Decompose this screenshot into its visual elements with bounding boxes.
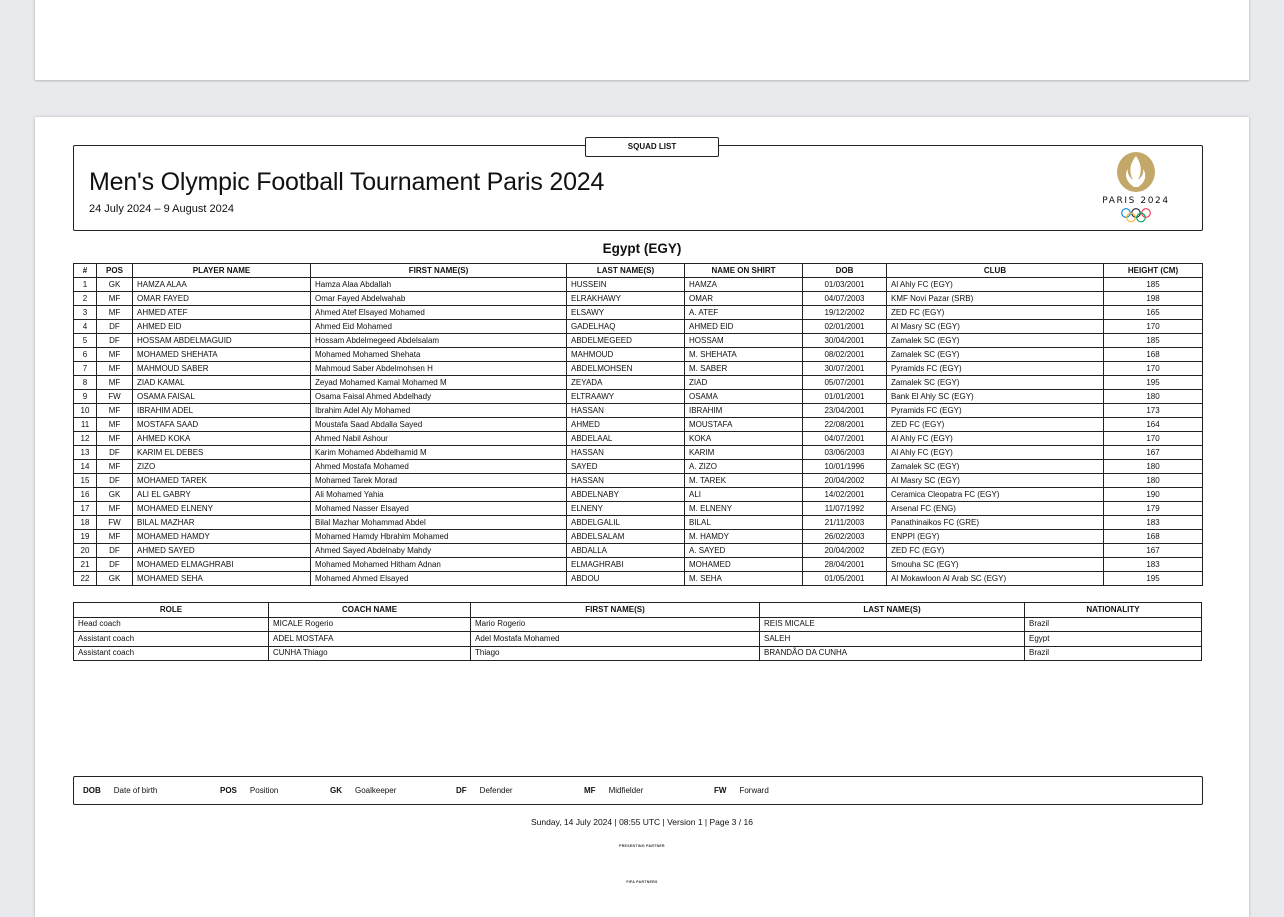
players-cell: AHMED SAYED bbox=[133, 544, 311, 558]
players-cell: 173 bbox=[1104, 404, 1203, 418]
players-cell: 7 bbox=[74, 362, 97, 376]
players-cell: MOHAMED HAMDY bbox=[133, 530, 311, 544]
team-title: Egypt (EGY) bbox=[602, 241, 682, 256]
players-cell: IBRAHIM ADEL bbox=[133, 404, 311, 418]
players-cell: ALI bbox=[685, 488, 803, 502]
players-cell: ABDELSALAM bbox=[567, 530, 685, 544]
players-row bbox=[74, 544, 1203, 558]
players-header-cell: NAME ON SHIRT bbox=[685, 264, 803, 278]
legend-pos: POS Position bbox=[220, 786, 279, 795]
players-cell: 13 bbox=[74, 446, 97, 460]
players-row bbox=[74, 418, 1203, 432]
players-cell: Ali Mohamed Yahia bbox=[311, 488, 567, 502]
players-cell: Mohamed Tarek Morad bbox=[311, 474, 567, 488]
players-cell: 21/11/2003 bbox=[803, 516, 887, 530]
players-row bbox=[74, 278, 1203, 292]
legend-dob: DOB Date of birth bbox=[83, 786, 158, 795]
players-cell: 05/07/2001 bbox=[803, 376, 887, 390]
players-cell: ELNENY bbox=[567, 502, 685, 516]
players-cell: Ahmed Sayed Abdelnaby Mahdy bbox=[311, 544, 567, 558]
players-cell: ALI EL GABRY bbox=[133, 488, 311, 502]
players-row bbox=[74, 348, 1203, 362]
players-cell: Pyramids FC (EGY) bbox=[887, 404, 1104, 418]
players-cell: Hossam Abdelmegeed Abdelsalam bbox=[311, 334, 567, 348]
players-cell: BILAL bbox=[685, 516, 803, 530]
players-cell: HASSAN bbox=[567, 446, 685, 460]
players-cell: MF bbox=[97, 362, 133, 376]
players-cell: MOHAMED SHEHATA bbox=[133, 348, 311, 362]
coaches-header-cell: NATIONALITY bbox=[1025, 603, 1202, 618]
players-cell: ABDELNABY bbox=[567, 488, 685, 502]
coaches-cell: CUNHA Thiago bbox=[269, 646, 471, 661]
presenting-partner-label: PRESENTING PARTNER bbox=[619, 844, 665, 848]
players-cell: 190 bbox=[1104, 488, 1203, 502]
tournament-title: Men's Olympic Football Tournament Paris 2024 bbox=[89, 168, 605, 196]
players-cell: A. ZIZO bbox=[685, 460, 803, 474]
players-cell: MF bbox=[97, 306, 133, 320]
players-cell: Osama Faisal Ahmed Abdelhady bbox=[311, 390, 567, 404]
players-cell: MOHAMED ELNENY bbox=[133, 502, 311, 516]
players-cell: Ahmed Mostafa Mohamed bbox=[311, 460, 567, 474]
players-row bbox=[74, 362, 1203, 376]
players-cell: Ahmed Eid Mohamed bbox=[311, 320, 567, 334]
coaches-header-cell: FIRST NAME(S) bbox=[471, 603, 760, 618]
players-cell: Omar Fayed Abdelwahab bbox=[311, 292, 567, 306]
players-cell: MF bbox=[97, 292, 133, 306]
players-cell: 168 bbox=[1104, 530, 1203, 544]
players-cell: MOHAMED SEHA bbox=[133, 572, 311, 586]
coaches-header-row bbox=[74, 603, 1202, 618]
players-cell: DF bbox=[97, 320, 133, 334]
players-cell: ZEYADA bbox=[567, 376, 685, 390]
players-cell: 183 bbox=[1104, 516, 1203, 530]
players-cell: MOHAMED bbox=[685, 558, 803, 572]
players-row bbox=[74, 488, 1203, 502]
players-cell: Ahmed Nabil Ashour bbox=[311, 432, 567, 446]
players-cell: KMF Novi Pazar (SRB) bbox=[887, 292, 1104, 306]
players-cell: 180 bbox=[1104, 460, 1203, 474]
players-cell: MF bbox=[97, 418, 133, 432]
coaches-cell: Brazil bbox=[1025, 617, 1202, 632]
players-cell: AHMED EID bbox=[685, 320, 803, 334]
players-cell: 195 bbox=[1104, 572, 1203, 586]
players-cell: Mohamed Hamdy Hbrahim Mohamed bbox=[311, 530, 567, 544]
players-cell: ABDELMOHSEN bbox=[567, 362, 685, 376]
players-cell: GK bbox=[97, 572, 133, 586]
players-cell: Zamalek SC (EGY) bbox=[887, 460, 1104, 474]
players-cell: KOKA bbox=[685, 432, 803, 446]
players-cell: MOHAMED ELMAGHRABI bbox=[133, 558, 311, 572]
players-cell: 6 bbox=[74, 348, 97, 362]
players-cell: 22/08/2001 bbox=[803, 418, 887, 432]
players-cell: A. SAYED bbox=[685, 544, 803, 558]
players-cell: 23/04/2001 bbox=[803, 404, 887, 418]
players-cell: 14 bbox=[74, 460, 97, 474]
players-cell: 3 bbox=[74, 306, 97, 320]
players-header-cell: # bbox=[74, 264, 97, 278]
players-header-cell: PLAYER NAME bbox=[133, 264, 311, 278]
players-cell: 19/12/2002 bbox=[803, 306, 887, 320]
players-cell: MOHAMED TAREK bbox=[133, 474, 311, 488]
players-cell: ELTRAAWY bbox=[567, 390, 685, 404]
players-cell: 12 bbox=[74, 432, 97, 446]
players-cell: M. SABER bbox=[685, 362, 803, 376]
players-cell: ELMAGHRABI bbox=[567, 558, 685, 572]
players-cell: MF bbox=[97, 530, 133, 544]
players-row bbox=[74, 516, 1203, 530]
squad-list-tag: SQUAD LIST bbox=[585, 137, 719, 157]
players-cell: 180 bbox=[1104, 474, 1203, 488]
players-cell: Panathinaikos FC (GRE) bbox=[887, 516, 1104, 530]
svg-text:PARIS 2024: PARIS 2024 bbox=[1102, 196, 1170, 206]
players-cell: Smouha SC (EGY) bbox=[887, 558, 1104, 572]
players-cell: DF bbox=[97, 474, 133, 488]
players-cell: FW bbox=[97, 390, 133, 404]
players-cell: Mohamed Mohamed Hitham Adnan bbox=[311, 558, 567, 572]
previous-page bbox=[35, 0, 1249, 80]
players-row bbox=[74, 320, 1203, 334]
coaches-cell: Assistant coach bbox=[74, 646, 269, 661]
coaches-table bbox=[73, 602, 1202, 661]
players-cell: ABDALLA bbox=[567, 544, 685, 558]
players-cell: Al Mokawloon Al Arab SC (EGY) bbox=[887, 572, 1104, 586]
players-cell: 185 bbox=[1104, 334, 1203, 348]
coaches-cell: Adel Mostafa Mohamed bbox=[471, 632, 760, 647]
players-cell: 20 bbox=[74, 544, 97, 558]
players-cell: Bilal Mazhar Mohammad Abdel bbox=[311, 516, 567, 530]
tournament-dates: 24 July 2024 – 9 August 2024 bbox=[89, 203, 234, 215]
players-cell: ABDELAAL bbox=[567, 432, 685, 446]
players-cell: 01/03/2001 bbox=[803, 278, 887, 292]
players-cell: ZIZO bbox=[133, 460, 311, 474]
players-cell: 01/01/2001 bbox=[803, 390, 887, 404]
players-cell: M. SEHA bbox=[685, 572, 803, 586]
players-row bbox=[74, 390, 1203, 404]
players-cell: GADELHAQ bbox=[567, 320, 685, 334]
players-row bbox=[74, 306, 1203, 320]
players-cell: 04/07/2003 bbox=[803, 292, 887, 306]
players-cell: 180 bbox=[1104, 390, 1203, 404]
players-row bbox=[74, 432, 1203, 446]
footer-info: Sunday, 14 July 2024 | 08:55 UTC | Version 1 | Page 3 / 16 bbox=[531, 817, 753, 827]
players-cell: ABDOU bbox=[567, 572, 685, 586]
players-cell: HAMZA ALAA bbox=[133, 278, 311, 292]
players-cell: 198 bbox=[1104, 292, 1203, 306]
players-cell: Ceramica Cleopatra FC (EGY) bbox=[887, 488, 1104, 502]
players-cell: 2 bbox=[74, 292, 97, 306]
players-cell: Zamalek SC (EGY) bbox=[887, 334, 1104, 348]
players-cell: DF bbox=[97, 544, 133, 558]
players-cell: Zamalek SC (EGY) bbox=[887, 376, 1104, 390]
coaches-header-cell: LAST NAME(S) bbox=[760, 603, 1025, 618]
players-cell: 30/07/2001 bbox=[803, 362, 887, 376]
coaches-cell: Thiago bbox=[471, 646, 760, 661]
players-cell: HOSSAM ABDELMAGUID bbox=[133, 334, 311, 348]
players-cell: 14/02/2001 bbox=[803, 488, 887, 502]
players-cell: 21 bbox=[74, 558, 97, 572]
players-cell: Al Ahly FC (EGY) bbox=[887, 446, 1104, 460]
players-cell: ZED FC (EGY) bbox=[887, 418, 1104, 432]
players-cell: MF bbox=[97, 502, 133, 516]
coaches-header-cell: COACH NAME bbox=[269, 603, 471, 618]
players-cell: MOSTAFA SAAD bbox=[133, 418, 311, 432]
players-header-cell: DOB bbox=[803, 264, 887, 278]
players-cell: 20/04/2002 bbox=[803, 544, 887, 558]
legend-df: DF Defender bbox=[456, 786, 513, 795]
legend-box bbox=[73, 776, 1203, 805]
players-cell: Mahmoud Saber Abdelmohsen H bbox=[311, 362, 567, 376]
players-cell: MF bbox=[97, 460, 133, 474]
players-row bbox=[74, 474, 1203, 488]
players-row bbox=[74, 558, 1203, 572]
players-cell: MAHMOUD bbox=[567, 348, 685, 362]
coaches-cell: SALEH bbox=[760, 632, 1025, 647]
players-row bbox=[74, 460, 1203, 474]
players-cell: AHMED KOKA bbox=[133, 432, 311, 446]
players-cell: 18 bbox=[74, 516, 97, 530]
players-cell: MF bbox=[97, 432, 133, 446]
fifa-partners-label: FIFA PARTNERS bbox=[626, 880, 658, 884]
players-cell: Mohamed Ahmed Elsayed bbox=[311, 572, 567, 586]
players-row bbox=[74, 502, 1203, 516]
players-cell: MF bbox=[97, 348, 133, 362]
players-cell: Al Masry SC (EGY) bbox=[887, 320, 1104, 334]
players-cell: 167 bbox=[1104, 544, 1203, 558]
players-cell: A. ATEF bbox=[685, 306, 803, 320]
coaches-row bbox=[74, 632, 1202, 647]
players-table bbox=[73, 263, 1203, 586]
coaches-cell: BRANDÃO DA CUNHA bbox=[760, 646, 1025, 661]
coaches-cell: Egypt bbox=[1025, 632, 1202, 647]
legend-gk: GK Goalkeeper bbox=[330, 786, 397, 795]
players-cell: DF bbox=[97, 558, 133, 572]
coaches-cell: Assistant coach bbox=[74, 632, 269, 647]
players-cell: Al Masry SC (EGY) bbox=[887, 474, 1104, 488]
players-cell: MF bbox=[97, 404, 133, 418]
players-cell: GK bbox=[97, 488, 133, 502]
players-cell: M. SHEHATA bbox=[685, 348, 803, 362]
players-row bbox=[74, 292, 1203, 306]
players-cell: Zamalek SC (EGY) bbox=[887, 348, 1104, 362]
players-cell: Al Ahly FC (EGY) bbox=[887, 278, 1104, 292]
players-cell: 04/07/2001 bbox=[803, 432, 887, 446]
players-cell: 11 bbox=[74, 418, 97, 432]
players-cell: 164 bbox=[1104, 418, 1203, 432]
players-cell: 170 bbox=[1104, 362, 1203, 376]
players-cell: 165 bbox=[1104, 306, 1203, 320]
players-cell: 185 bbox=[1104, 278, 1203, 292]
players-cell: M. ELNENY bbox=[685, 502, 803, 516]
paris-2024-logo-icon bbox=[1100, 150, 1172, 226]
players-cell: 30/04/2001 bbox=[803, 334, 887, 348]
players-cell: DF bbox=[97, 334, 133, 348]
players-cell: Karim Mohamed Abdelhamid M bbox=[311, 446, 567, 460]
players-cell: Al Ahly FC (EGY) bbox=[887, 432, 1104, 446]
players-cell: 17 bbox=[74, 502, 97, 516]
players-cell: 20/04/2002 bbox=[803, 474, 887, 488]
players-cell: MAHMOUD SABER bbox=[133, 362, 311, 376]
players-cell: KARIM EL DEBES bbox=[133, 446, 311, 460]
players-cell: 15 bbox=[74, 474, 97, 488]
coaches-cell: REIS MICALE bbox=[760, 617, 1025, 632]
players-row bbox=[74, 334, 1203, 348]
players-cell: 16 bbox=[74, 488, 97, 502]
players-cell: ZIAD bbox=[685, 376, 803, 390]
coaches-cell: Mario Rogerio bbox=[471, 617, 760, 632]
players-cell: AHMED EID bbox=[133, 320, 311, 334]
players-cell: 179 bbox=[1104, 502, 1203, 516]
players-cell: MOUSTAFA bbox=[685, 418, 803, 432]
coaches-row bbox=[74, 646, 1202, 661]
players-cell: 195 bbox=[1104, 376, 1203, 390]
players-cell: KARIM bbox=[685, 446, 803, 460]
players-cell: 1 bbox=[74, 278, 97, 292]
players-cell: 28/04/2001 bbox=[803, 558, 887, 572]
players-cell: 4 bbox=[74, 320, 97, 334]
coaches-cell: Brazil bbox=[1025, 646, 1202, 661]
players-cell: 08/02/2001 bbox=[803, 348, 887, 362]
players-cell: 01/05/2001 bbox=[803, 572, 887, 586]
players-header-cell: FIRST NAME(S) bbox=[311, 264, 567, 278]
players-cell: BILAL MAZHAR bbox=[133, 516, 311, 530]
players-row bbox=[74, 404, 1203, 418]
players-cell: M. HAMDY bbox=[685, 530, 803, 544]
players-cell: 10/01/1996 bbox=[803, 460, 887, 474]
players-cell: 170 bbox=[1104, 320, 1203, 334]
players-cell: Moustafa Saad Abdalla Sayed bbox=[311, 418, 567, 432]
players-cell: 10 bbox=[74, 404, 97, 418]
players-cell: AHMED bbox=[567, 418, 685, 432]
players-cell: Mohamed Mohamed Shehata bbox=[311, 348, 567, 362]
players-cell: 183 bbox=[1104, 558, 1203, 572]
coaches-cell: ADEL MOSTAFA bbox=[269, 632, 471, 647]
coaches-header-cell: ROLE bbox=[74, 603, 269, 618]
players-cell: MF bbox=[97, 376, 133, 390]
players-cell: 03/06/2003 bbox=[803, 446, 887, 460]
coaches-cell: MICALE Rogerio bbox=[269, 617, 471, 632]
players-cell: 26/02/2003 bbox=[803, 530, 887, 544]
players-cell: Mohamed Nasser Elsayed bbox=[311, 502, 567, 516]
coaches-row bbox=[74, 617, 1202, 632]
players-cell: HUSSEIN bbox=[567, 278, 685, 292]
players-cell: ZED FC (EGY) bbox=[887, 306, 1104, 320]
players-header-cell: HEIGHT (CM) bbox=[1104, 264, 1203, 278]
players-cell: ENPPI (EGY) bbox=[887, 530, 1104, 544]
players-cell: OMAR FAYED bbox=[133, 292, 311, 306]
players-cell: Pyramids FC (EGY) bbox=[887, 362, 1104, 376]
players-cell: 19 bbox=[74, 530, 97, 544]
players-cell: SAYED bbox=[567, 460, 685, 474]
players-cell: Ahmed Atef Elsayed Mohamed bbox=[311, 306, 567, 320]
players-row bbox=[74, 530, 1203, 544]
players-cell: ABDELMEGEED bbox=[567, 334, 685, 348]
players-cell: ELRAKHAWY bbox=[567, 292, 685, 306]
players-cell: AHMED ATEF bbox=[133, 306, 311, 320]
legend-mf: MF Midfielder bbox=[584, 786, 644, 795]
players-cell: 11/07/1992 bbox=[803, 502, 887, 516]
players-cell: Arsenal FC (ENG) bbox=[887, 502, 1104, 516]
players-header-cell: POS bbox=[97, 264, 133, 278]
players-cell: OMAR bbox=[685, 292, 803, 306]
players-cell: Zeyad Mohamed Kamal Mohamed M bbox=[311, 376, 567, 390]
players-header-cell: LAST NAME(S) bbox=[567, 264, 685, 278]
paris-2024-logo bbox=[1100, 150, 1172, 226]
players-cell: FW bbox=[97, 516, 133, 530]
players-cell: ABDELGALIL bbox=[567, 516, 685, 530]
players-cell: HASSAN bbox=[567, 404, 685, 418]
players-cell: 170 bbox=[1104, 432, 1203, 446]
players-cell: M. TAREK bbox=[685, 474, 803, 488]
players-cell: ZED FC (EGY) bbox=[887, 544, 1104, 558]
coaches-cell: Head coach bbox=[74, 617, 269, 632]
players-cell: 167 bbox=[1104, 446, 1203, 460]
players-cell: 168 bbox=[1104, 348, 1203, 362]
players-row bbox=[74, 376, 1203, 390]
header-box bbox=[73, 145, 1203, 231]
players-header-row bbox=[74, 264, 1203, 278]
legend-fw: FW Forward bbox=[714, 786, 769, 795]
players-cell: GK bbox=[97, 278, 133, 292]
players-cell: 02/01/2001 bbox=[803, 320, 887, 334]
players-cell: Ibrahim Adel Aly Mohamed bbox=[311, 404, 567, 418]
players-cell: DF bbox=[97, 446, 133, 460]
players-cell: 22 bbox=[74, 572, 97, 586]
players-cell: OSAMA FAISAL bbox=[133, 390, 311, 404]
players-cell: 8 bbox=[74, 376, 97, 390]
players-cell: ZIAD KAMAL bbox=[133, 376, 311, 390]
document-page bbox=[35, 117, 1249, 917]
players-cell: IBRAHIM bbox=[685, 404, 803, 418]
players-cell: Hamza Alaa Abdallah bbox=[311, 278, 567, 292]
players-cell: 9 bbox=[74, 390, 97, 404]
players-row bbox=[74, 572, 1203, 586]
players-cell: OSAMA bbox=[685, 390, 803, 404]
players-cell: HASSAN bbox=[567, 474, 685, 488]
players-cell: Bank El Ahly SC (EGY) bbox=[887, 390, 1104, 404]
players-cell: HOSSAM bbox=[685, 334, 803, 348]
players-row bbox=[74, 446, 1203, 460]
players-cell: HAMZA bbox=[685, 278, 803, 292]
players-cell: ELSAWY bbox=[567, 306, 685, 320]
players-cell: 5 bbox=[74, 334, 97, 348]
players-header-cell: CLUB bbox=[887, 264, 1104, 278]
